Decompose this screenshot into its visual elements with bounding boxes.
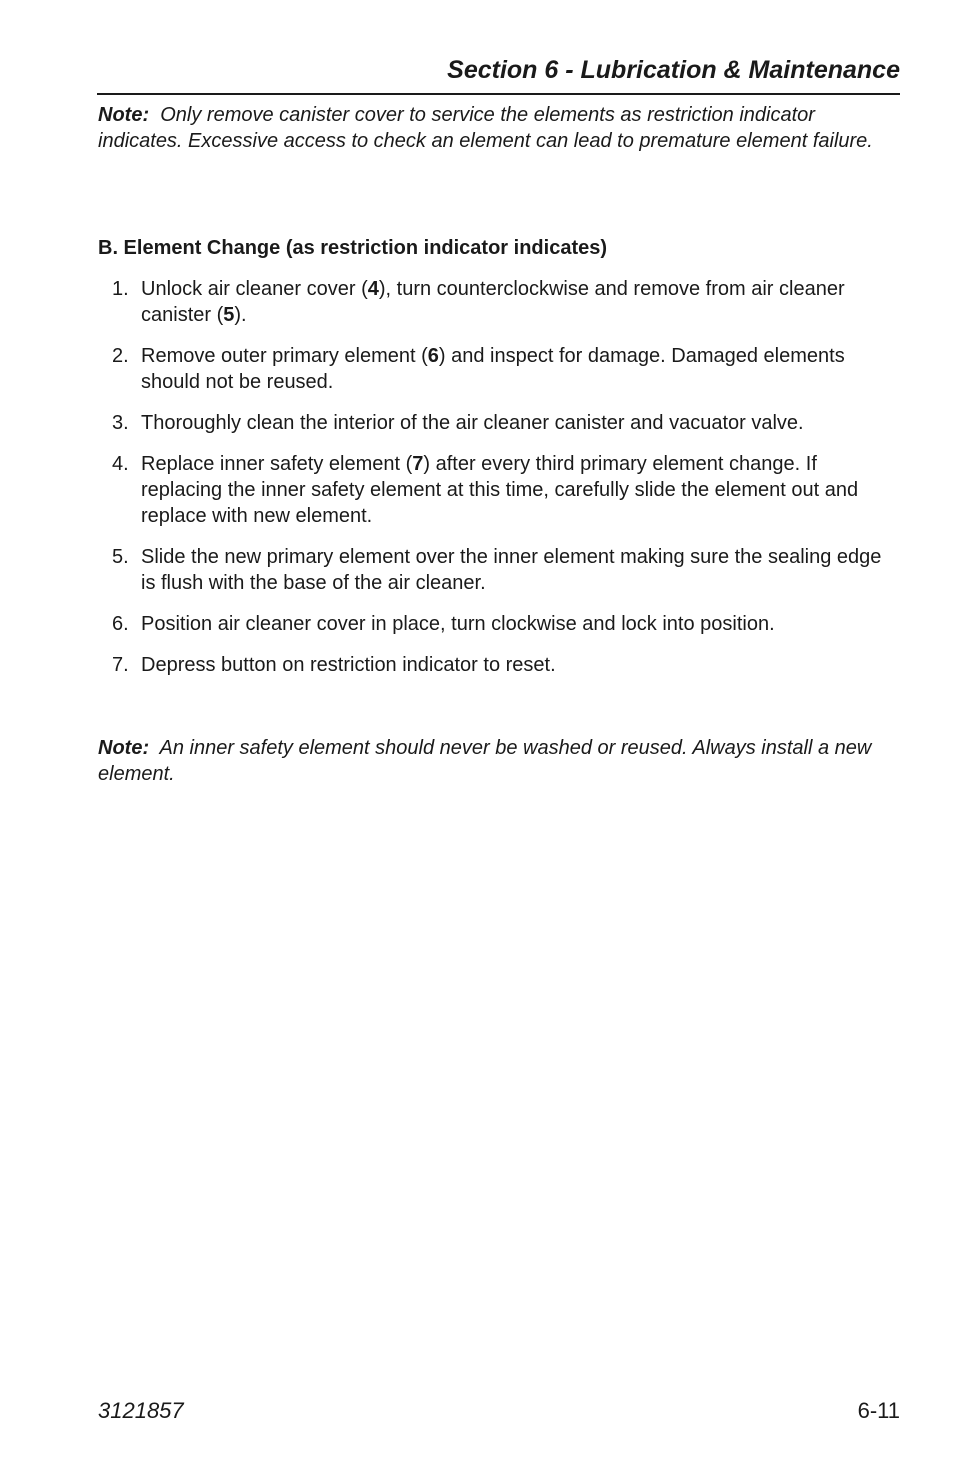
step-number: 5. [112,546,129,568]
document-number: 3121857 [98,1398,184,1423]
callout-number: 7 [412,453,424,475]
list-item [0,343,900,395]
page-header-title: Section 6 - Lubrication & Maintenance [447,56,900,84]
step-number: 3. [112,412,129,434]
section-heading: B. Element Change (as restriction indicator indicates) [98,237,608,259]
note-text: An inner safety element should never be washed or reused. Always install a new element. [98,737,872,785]
page-number: 6-11 [857,1398,900,1423]
step-text: Position air cleaner cover in place, turn clockwise and lock into position. [141,613,775,635]
note-text: Only remove canister cover to service the elements as restriction indicator indicates. Excessive access to check an element can lead to premature element failure. [98,104,873,152]
step-text: Depress button on restriction indicator to reset. [141,654,556,676]
step-text: Replace inner safety element ( [141,453,413,475]
list-item [0,276,900,328]
list-item [0,544,900,596]
callout-number: 5 [223,304,235,326]
note-inner-safety-element [98,735,898,787]
step-text: ). [234,304,247,326]
note-label: Note: [98,737,150,759]
step-text: Remove outer primary element ( [141,345,428,367]
step-number: 2. [112,345,129,367]
step-number: 7. [112,654,129,676]
step-number: 6. [112,613,129,635]
list-item [0,451,900,529]
callout-number: 4 [367,278,379,300]
header-divider [97,93,900,95]
step-number: 4. [112,453,129,475]
list-item [0,410,900,436]
step-number: 1. [112,278,129,300]
callout-number: 6 [427,345,439,367]
step-text: Thoroughly clean the interior of the air cleaner canister and vacuator valve. [141,412,804,434]
steps-list [0,276,900,693]
step-text: ), turn counterclockwise and remove from air cleaner canister ( [141,278,845,326]
step-text: ) and inspect for damage. Damaged elements should not be reused. [141,345,845,393]
step-text: Slide the new primary element over the inner element making sure the sealing edge is flush with the base of the air cleaner. [141,546,882,594]
list-item [0,652,900,678]
step-text: Unlock air cleaner cover ( [141,278,368,300]
list-item [0,611,900,637]
step-text: ) after every third primary element change. If replacing the inner safety element at this time, carefully slide the element out and replace with new element. [141,453,859,527]
note-canister-cover [98,102,898,154]
note-label: Note: [98,104,150,126]
